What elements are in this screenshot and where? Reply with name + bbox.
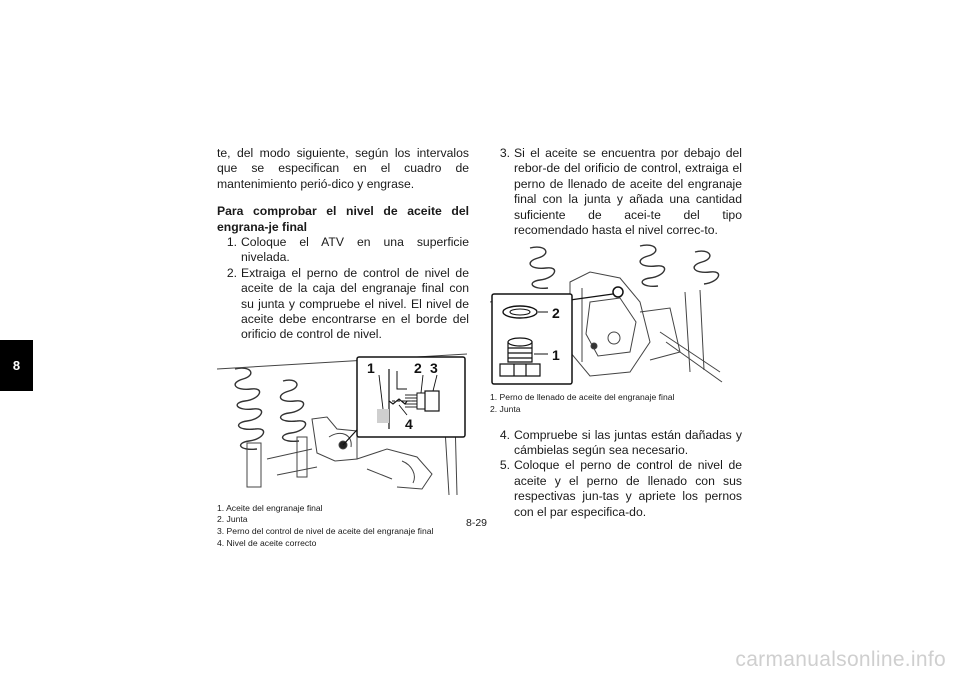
left-steps-list — [217, 235, 469, 343]
callout-2: 2 — [552, 305, 560, 322]
right-column — [490, 146, 742, 520]
chapter-tab — [0, 340, 33, 391]
atv-rear-axle-illustration — [217, 349, 467, 497]
list-item — [490, 428, 742, 459]
right-steps-list-bottom — [490, 428, 742, 520]
page-number: 8-29 — [466, 517, 488, 529]
shock-spring-illustration — [235, 368, 306, 449]
oil-level-figure — [217, 349, 467, 497]
caption-item: 3. Perno del control de nivel de aceite del engranaje final — [217, 526, 434, 537]
caption-item: 2. Junta — [490, 404, 521, 415]
step-number: 5. — [499, 458, 510, 473]
step-number: 4. — [499, 427, 510, 442]
right-steps-list-top — [490, 146, 742, 238]
watermark-text: carmanualsonline.info — [735, 648, 946, 671]
chapter-number: 8 — [12, 358, 21, 373]
step-text: Coloque el perno de control de nivel de aceite y el perno de llenado con sus respectivas jun-tas y apriete los pernos con el par especifica-do. — [514, 458, 742, 519]
step-text: Extraiga el perno de control de nivel de aceite de la caja del engranaje final con su junta y compruebe el nivel. El nivel de aceite debe encontrarse en el borde del orificio de control de nivel. — [241, 265, 469, 342]
list-item — [217, 266, 469, 343]
step-text: Coloque el ATV en una superficie nivelada. — [241, 235, 469, 265]
callout-2: 2 — [414, 359, 422, 376]
list-item — [217, 235, 469, 266]
step-text: Si el aceite se encuentra por debajo del rebor-de del orificio de control, extraiga el perno de llenado de aceite del engranaje final con la junta y añada una cantidad suficiente de acei-te del tipo recomendado hasta el nivel correc-to. — [514, 146, 742, 238]
callout-4: 4 — [405, 415, 413, 432]
gasket-drawing — [503, 306, 537, 318]
step-text: Compruebe si las juntas están dañadas y cámbielas según sea necesario. — [514, 427, 742, 458]
callout-1: 1 — [367, 359, 375, 376]
callout-1: 1 — [552, 347, 560, 364]
callout-3: 3 — [430, 359, 438, 376]
right-figure-captions — [490, 392, 742, 415]
intro-paragraph: te, del modo siguiente, según los intervalos que se especifican en el cuadro de mantenimiento perió-dico y engrase. — [217, 146, 469, 191]
step-number: 1. — [226, 235, 237, 250]
step-number: 3. — [499, 146, 510, 160]
final-gear-case-illustration — [490, 242, 730, 386]
oil-filler-figure — [490, 242, 730, 386]
left-column — [217, 146, 469, 549]
list-item — [490, 458, 742, 520]
list-item — [490, 146, 742, 238]
left-figure-captions — [217, 503, 469, 549]
caption-item: 2. Junta — [217, 514, 248, 525]
caption-item: 1. Perno de llenado de aceite del engranaje final — [490, 392, 675, 403]
section-heading: Para comprobar el nivel de aceite del engrana-je final — [217, 204, 469, 234]
caption-item: 1. Aceite del engranaje final — [217, 502, 323, 513]
caption-item: 4. Nivel de aceite correcto — [217, 537, 317, 548]
shock-spring-illustration — [530, 246, 719, 289]
step-number: 2. — [226, 265, 237, 280]
